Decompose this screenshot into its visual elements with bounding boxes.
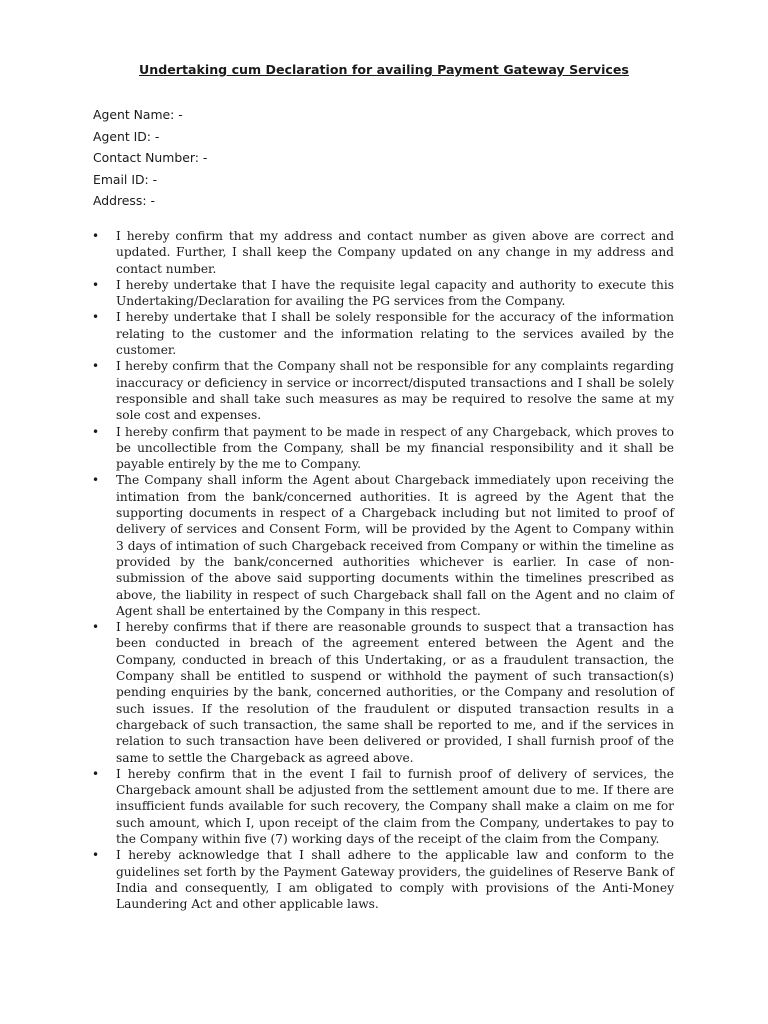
bullet-icon: • bbox=[92, 359, 100, 374]
clause-chargeback-payment bbox=[92, 424, 674, 473]
clause-settlement-adjustment bbox=[92, 766, 674, 847]
clause-text: I hereby confirm that my address and contact number as given above are correct and updated. Further, I shall keep the Company updated on any change in my address and contact number. bbox=[116, 229, 674, 276]
clause-complaints-responsibility bbox=[92, 358, 674, 423]
bullet-icon: • bbox=[92, 310, 100, 325]
document-title: Undertaking cum Declaration for availing Payment Gateway Services bbox=[139, 62, 629, 77]
clause-text: I hereby undertake that I shall be solely responsible for the accuracy of the information relating to the customer and the information relating to the services availed by the customer. bbox=[116, 310, 674, 358]
clause-text: I hereby acknowledge that I shall adhere to the applicable law and conform to the guidelines set forth by the Payment Gateway providers, the guidelines of Reserve Bank of India and consequently, I am obligated to comply with provisions of the Anti-Money Laundering Act and other applicable laws. bbox=[116, 848, 674, 912]
address-field: Address: - bbox=[93, 193, 155, 209]
contact-number-field: Contact Number: - bbox=[93, 150, 208, 166]
agent-id-field: Agent ID: - bbox=[93, 128, 160, 144]
agent-name-field: Agent Name: - bbox=[93, 107, 183, 122]
bullet-icon: • bbox=[92, 848, 100, 863]
bullet-icon: • bbox=[92, 473, 100, 488]
clause-legal-capacity bbox=[92, 277, 674, 310]
agent-details-list bbox=[93, 104, 207, 212]
clause-text: I hereby confirms that if there are reasonable grounds to suspect that a transaction has been conducted in breach of the agreement entered between the Agent and the Company, conducted in breach of this Undertaking, or as a fraudulent transaction, the Company shall be entitled to suspend or withhold the payment of such transaction(s) pending enquiries by the bank, concerned authorities, or the Company and resolution of such issues. If the resolution of the fraudulent or disputed transaction results in a chargeback of such transaction, the same shall be reported to me, and if the services in relation to such transaction have been delivered or provided, I shall furnish proof of the same to settle the Chargeback as agreed above. bbox=[116, 620, 674, 765]
clause-text: I hereby confirm that payment to be made in respect of any Chargeback, which proves to be uncollectible from the Company, shall be my financial responsibility and it shall be payable entirely by the me to Company. bbox=[116, 424, 674, 472]
bullet-icon: • bbox=[92, 277, 100, 292]
declaration-clauses bbox=[0, 228, 674, 912]
clause-text: I hereby undertake that I have the requisite legal capacity and authority to execute this Undertaking/Declaration for availing the PG services from the Company. bbox=[116, 277, 674, 309]
clause-information-accuracy bbox=[92, 309, 674, 358]
clause-suspicious-transactions bbox=[92, 619, 674, 766]
bullet-icon: • bbox=[92, 424, 100, 439]
email-id-field: Email ID: - bbox=[93, 171, 158, 187]
bullet-icon: • bbox=[92, 620, 100, 635]
bullet-icon: • bbox=[92, 766, 100, 781]
clause-chargeback-intimation bbox=[92, 472, 674, 619]
clause-applicable-law bbox=[92, 847, 674, 912]
bullet-icon: • bbox=[92, 229, 100, 243]
clause-text: I hereby confirm that in the event I fail to furnish proof of delivery of services, the Chargeback amount shall be adjusted from the settlement amount due to me. If there are insufficient funds available for such recovery, the Company shall make a claim on me for such amount, which I, upon receipt of the claim from the Company, undertakes to pay to the Company within five (7) working days of the receipt of the claim from the Company. bbox=[116, 766, 674, 846]
clause-text: I hereby confirm that the Company shall not be responsible for any complaints regarding inaccuracy or deficiency in service or incorrect/disputed transactions and I shall be solely responsible and shall take such measures as may be required to resolve the same at my sole cost and expenses. bbox=[116, 359, 674, 423]
clause-address-confirmation bbox=[92, 228, 674, 277]
clause-text: The Company shall inform the Agent about Chargeback immediately upon receiving the intimation from the bank/concerned authorities. It is agreed by the Agent that the supporting documents in respect of a Chargeback including but not limited to proof of delivery of services and Consent Form, will be provided by the Agent to Company within 3 days of intimation of such Chargeback received from Company or within the timeline as provided by the bank/concerned authorities whichever is earlier. In case of non-submission of the above said supporting documents within the timelines prescribed as above, the liability in respect of such Chargeback shall fall on the Agent and no claim of Agent shall be entertained by the Company in this respect. bbox=[116, 473, 674, 618]
